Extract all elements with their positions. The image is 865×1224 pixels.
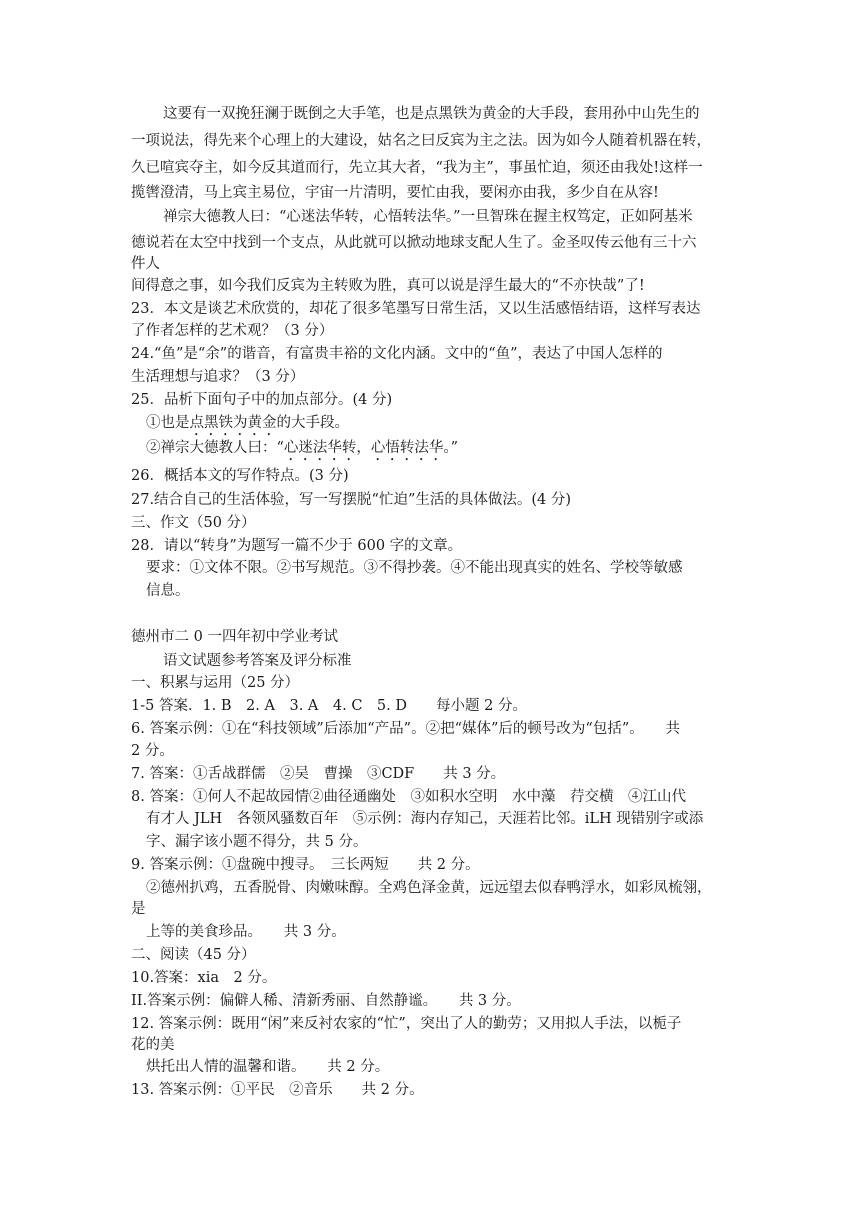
answer-line: 上等的美食珍品。 共 3 分。 xyxy=(146,924,346,940)
emphasis-dotted-text: 心迷法华转，心悟转法华 xyxy=(283,440,444,456)
question-24: 24.“鱼”是“余”的谐音，有富贵丰裕的文化内涵。文中的“鱼”，表达了中国人怎样的 xyxy=(131,346,663,362)
question-26: 26．概括本文的写作特点。(3 分) xyxy=(131,468,349,484)
answer-line: 花的美 xyxy=(131,1037,175,1053)
answer-subtitle: 语文试题参考答案及评分标准 xyxy=(163,653,352,669)
answer-line: 12. 答案示例：既用“闲”来反衬农家的“忙”，突出了人的勤劳；又用拟人手法，以栀子 xyxy=(131,1016,682,1032)
passage-line: 禅宗大德教人曰：“心迷法华转，心悟转法华。”一旦智珠在握主权笃定，正如阿基米 xyxy=(163,209,693,225)
passage-line: 间得意之事，如今我们反宾为主转败为胜，真可以说是浮生最大的“不亦快哉”了! xyxy=(131,278,645,294)
question-28: 28．请以“转身”为题写一篇不少于 600 字的文章。 xyxy=(131,538,463,554)
question-24-cont: 生活理想与追求？（3 分） xyxy=(131,369,305,385)
answer-line: 有才人 JLH 各领风骚数百年 ⑤示例：海内存知己，天涯若比邻。iLH 现错别字或添 xyxy=(146,811,704,827)
question-28-requirements: 要求：①文体不限。②书写规范。③不得抄袭。④不能出现真实的姓名、学校等敏感 xyxy=(146,560,683,576)
passage-line: 久已喧宾夺主，如今反其道而行，先立其大者，“我为主”，事虽忙迫，须还由我处!这样一 xyxy=(131,160,703,176)
answer-line: 2 分。 xyxy=(131,743,174,759)
answer-line: 是 xyxy=(131,901,146,917)
question-27: 27.结合自己的生活体验，写一写摆脱“忙迫”生活的具体做法。(4 分) xyxy=(131,492,572,508)
question-23: 23．本文是谈艺术欣赏的，却花了很多笔墨写日常生活，又以生活感悟结语，这样写表达 xyxy=(131,301,701,317)
answer-line: 10.答案：xia 2 分。 xyxy=(131,970,277,986)
answer-line: 1-5 答案．1. B 2. A 3. A 4. C 5. D 每小题 2 分。 xyxy=(131,698,527,714)
passage-line: 这要有一双挽狂澜于既倒之大手笔，也是点黑铁为黄金的大手段，套用孙中山先生的 xyxy=(163,106,700,122)
passage-line: 德说若在太空中找到一个支点，从此就可以掀动地球支配人生了。金圣叹传云他有三十六 xyxy=(131,235,697,251)
section-heading: 三、作文（50 分） xyxy=(131,515,256,531)
answer-line: ②德州扒鸡，五香脱骨、肉嫩味醇。全鸡色泽金黄，远远望去似春鸭浮水，如彩凤梳翎， xyxy=(146,880,712,896)
answer-line: 8. 答案：①何人不起故园情②曲径通幽处 ③如积水空明 水中藻 荇交横 ④江山代 xyxy=(131,789,686,805)
question-25-item-2: ②禅宗大德教人曰：“心迷法华转，心悟转法华。” xyxy=(146,440,459,456)
question-28-requirements-cont: 信息。 xyxy=(146,583,190,599)
question-25-item-1: ①也是点黑铁为黄金的大手段。 xyxy=(146,415,349,431)
answer-line: II.答案示例：偏僻人稀、清新秀丽、自然静谧。 共 3 分。 xyxy=(131,993,521,1009)
answer-line: 字、漏字该小题不得分，共 5 分。 xyxy=(146,834,368,850)
section-heading: 一、积累与运用（25 分） xyxy=(131,675,300,691)
answer-line: 7. 答案：①舌战群儒 ②吴 曹操 ③CDF 共 3 分。 xyxy=(131,766,506,782)
question-23-cont: 了作者怎样的艺术观？（3 分） xyxy=(131,323,334,339)
question-25: 25．品析下面句子中的加点部分。(4 分) xyxy=(131,392,393,408)
answer-line: 6. 答案示例：①在“科技领域”后添加“产品”。②把“媒体”后的顿号改为“包括”。 共 xyxy=(131,721,680,737)
emphasis-dotted-text: 点黑铁为黄金 xyxy=(189,415,277,431)
answer-title: 德州市二 0 一四年初中学业考试 xyxy=(131,629,338,645)
passage-line: 揽辔澄清，马上宾主易位，宇宙一片清明，要忙由我，要闲亦由我，多少自在从容! xyxy=(131,185,659,201)
passage-line: 件人 xyxy=(131,256,160,272)
section-heading: 二、阅读（45 分） xyxy=(131,947,256,963)
answer-line: 13. 答案示例：①平民 ②音乐 共 2 分。 xyxy=(131,1082,424,1098)
passage-line: 一项说法，得先来个心理上的大建设，姑名之曰反宾为主之法。因为如今人随着机器在转， xyxy=(131,133,711,149)
answer-line: 烘托出人情的温馨和谐。 共 2 分。 xyxy=(146,1059,390,1075)
answer-line: 9. 答案示例：①盘碗中搜寻。 三长两短 共 2 分。 xyxy=(131,857,480,873)
